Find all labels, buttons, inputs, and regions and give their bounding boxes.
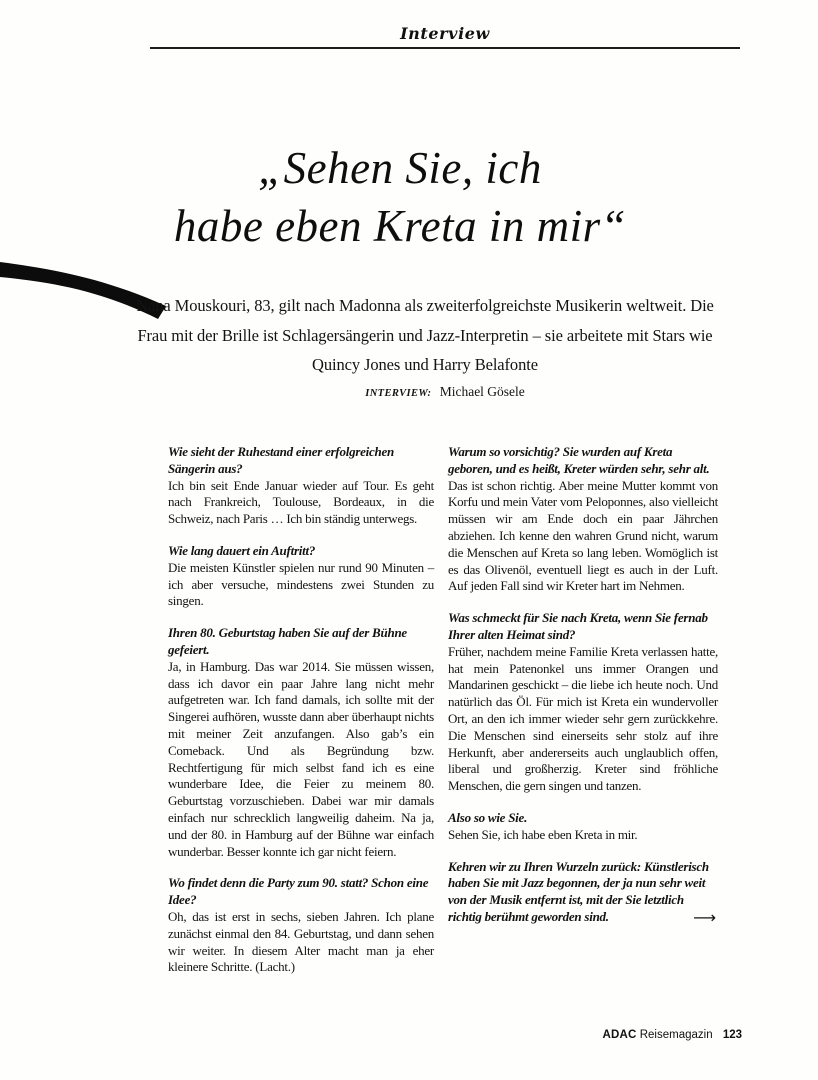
footer-page-number: 123 — [722, 1029, 742, 1041]
qa-block — [168, 444, 434, 528]
footer-brand: ADAC — [602, 1029, 637, 1041]
continue-arrow-icon: ⟶ — [693, 907, 716, 927]
qa-answer: Früher, nachdem meine Familie Kreta verlassen hatte, hat mein Patenonkel uns immer Orangen und Mandarinen geschickt – die liebe ich heute noch. Und natürlich das Öl. Für mich ist Kreta ein wundervoller Ort, an den ich immer wieder sehr gern zurückkehre. Die Menschen sind einerseits sehr stolz auf ihre Herkunft, aber andererseits auch unglaublich offen, liberal und großherzig. Kreter sind fröhliche Menschen, die gern singen und tanzen. — [448, 643, 718, 794]
byline-author: Michael Gösele — [439, 384, 525, 399]
qa-answer: Die meisten Künstler spielen nur rund 90 Minuten – ich aber versuche, mindestens zwei Stunden zu singen. — [168, 559, 434, 609]
column-right — [448, 444, 718, 926]
qa-question: Wie sieht der Ruhestand einer erfolgreichen Sängerin aus? — [168, 444, 395, 476]
qa-answer: Das ist schon richtig. Aber meine Mutter kommt von Korfu und mein Vater vom Peloponnes, also vielleicht müssen wir am Ende doch ein paar Jährchen abziehen. Ich kenne den wahren Grund nicht, warum die Menschen auf Kreta so lang leben. Womöglich ist es das Olivenöl, eventuell liegt es auch in der Luft. Auf jeden Fall sind wir Kreter hart im Nehmen. — [448, 477, 718, 594]
qa-question: Wo findet denn die Party zum 90. statt? Schon eine Idee? — [168, 875, 429, 908]
qa-question: Was schmeckt für Sie nach Kreta, wenn Sie fernab Ihrer alten Heimat sind? — [448, 610, 708, 642]
article-title-line-2: habe eben Kreta in mir“ — [173, 201, 627, 251]
column-left — [168, 444, 434, 976]
qa-block — [448, 810, 718, 844]
qa-block — [168, 543, 434, 610]
qa-block — [448, 610, 718, 795]
footer — [603, 1029, 743, 1041]
article-title — [60, 139, 740, 255]
qa-question: Kehren wir zu Ihren Wurzeln zurück: Künstlerisch haben Sie mit Jazz begonnen, der ja nun sehr weit von der Musik entfernt ist, mit der Sie letztlich richtig berühmt geworden sind. — [448, 858, 709, 924]
qa-question: Warum so vorsichtig? Sie wurden auf Kreta geboren, und es heißt, Kreter würden sehr, sehr alt. — [448, 444, 710, 476]
qa-answer: Ja, in Hamburg. Das war 2014. Sie müssen wissen, dass ich davor ein paar Jahre lang nicht mehr aufgetreten war. Ich fand damals, ich sollte mit der Singerei aufhören, wusste dann aber überhaupt nichts mit meiner Zeit anzufangen. Also gab’s ein Comeback. Und als Begründung bzw. Rechtfertigung für mich selbst fand ich es eine wunderbare Idee, die Feier zu meinem 80. Geburtstag vorzuschieben. Dabei war mir damals einfach nur schrecklich langweilig daheim. Na ja, und der 80. in Hamburg auf der Bühne war einfach wunderbar. Besser konnte ich gar nicht feiern. — [168, 658, 434, 859]
qa-answer: Oh, das ist erst in sechs, sieben Jahren. Ich plane zunächst einmal den 84. Geburtstag, und dann sehen wir weiter. In diesem Alter macht man ja eher kleinere Schritte. (Lacht.) — [168, 908, 434, 975]
qa-answer: Ich bin seit Ende Januar wieder auf Tour. Es geht nach Frankreich, Toulouse, Bordeaux, in die Schweiz, nach Paris … Ich bin ständig unterwegs. — [168, 477, 434, 527]
article-title-line-1: „Sehen Sie, ich — [258, 143, 542, 193]
kicker: Interview — [400, 24, 490, 43]
qa-question: Ihren 80. Geburtstag haben Sie auf der Bühne gefeiert. — [168, 625, 407, 657]
qa-block — [168, 875, 434, 976]
kicker-rule — [150, 47, 740, 49]
qa-block — [448, 444, 718, 595]
qa-block-continued — [448, 859, 718, 926]
footer-magazine-title: Reisemagazin — [639, 1029, 713, 1041]
intro-standfirst: Nana Mouskouri, 83, gilt nach Madonna als zweiterfolgreichste Musikerin weltweit. Die Frau mit der Brille ist Schlagersängerin und Jazz-Interpretin – sie arbeitete mit Stars wie Quincy Jones und Harry Belafonte — [136, 296, 714, 374]
byline-label: INTERVIEW: — [365, 388, 432, 399]
byline — [150, 384, 740, 400]
qa-block — [168, 625, 434, 860]
qa-answer: Sehen Sie, ich habe eben Kreta in mir. — [448, 826, 638, 842]
qa-question: Wie lang dauert ein Auftritt? — [168, 542, 316, 558]
qa-question: Also so wie Sie. — [448, 809, 528, 825]
